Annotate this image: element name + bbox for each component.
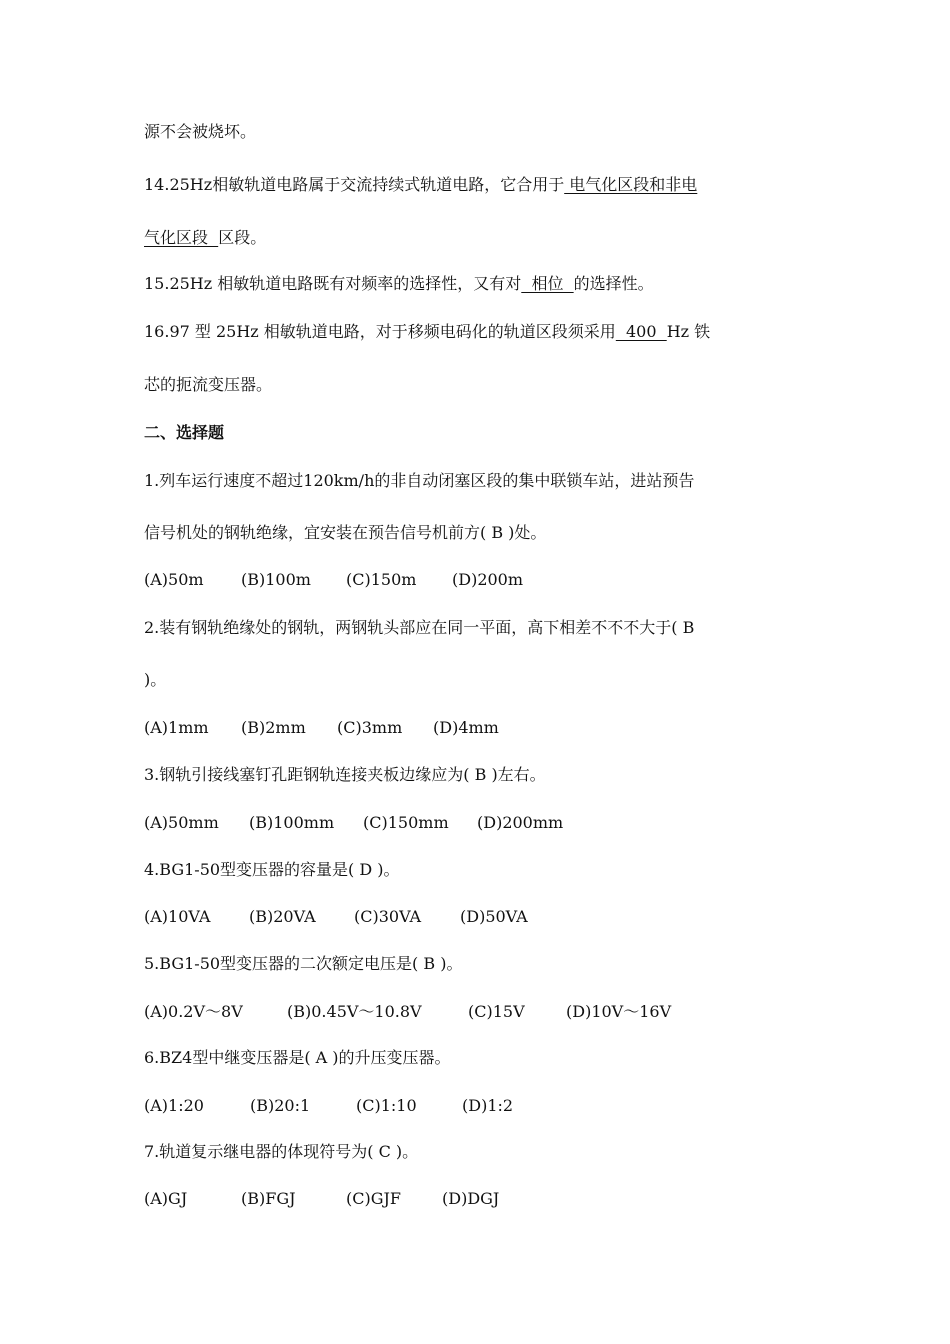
- option-a: (A)10VA: [144, 907, 211, 926]
- mc-question-6: [144, 1047, 451, 1069]
- options-row-3: [144, 812, 563, 834]
- option-d: (D)10V～16V: [566, 1002, 672, 1021]
- options-row-7: [144, 1188, 499, 1210]
- question-text: 7.轨道复示继电器的体现符号为( C )。: [144, 1142, 419, 1161]
- option-d: (D)4mm: [433, 718, 499, 737]
- question-text: 4.BG1-50型变压器的容量是( D )。: [144, 860, 400, 879]
- mc-question-5: [144, 953, 462, 975]
- text-line: [144, 121, 256, 143]
- option-b: (B)100m: [241, 570, 311, 589]
- option-a: (A)50mm: [144, 813, 219, 832]
- question-text: 15.25Hz 相敏轨道电路既有对频率的选择性，又有对: [144, 274, 522, 293]
- mc-question-1: [144, 470, 694, 492]
- question-15: [144, 273, 654, 295]
- mc-question-3: [144, 764, 546, 786]
- question-16: [144, 321, 710, 343]
- option-c: (C)30VA: [354, 907, 422, 926]
- answer-blank: 气化区段: [144, 228, 219, 247]
- question-text: 信号机处的钢轨绝缘，宜安装在预告信号机前方( B )处。: [144, 523, 547, 542]
- question-text: 的选择性。: [573, 274, 654, 293]
- options-row-4: [144, 906, 528, 928]
- question-text: 16.97 型 25Hz 相敏轨道电路，对于移频电码化的轨道区段须采用: [144, 322, 616, 341]
- option-c: (C)150m: [346, 570, 417, 589]
- question-16-cont: [144, 374, 272, 396]
- option-c: (C)15V: [468, 1002, 525, 1021]
- option-b: (B)20:1: [250, 1096, 311, 1115]
- question-14: [144, 174, 697, 196]
- question-text: )。: [144, 670, 167, 689]
- question-text: 芯的扼流变压器。: [144, 375, 273, 394]
- answer-blank: 400: [615, 322, 667, 341]
- question-text: 14.25Hz相敏轨道电路属于交流持续式轨道电路，它合用于: [144, 175, 565, 194]
- options-row-2: [144, 717, 499, 739]
- option-c: (C)3mm: [337, 718, 403, 737]
- option-c: (C)150mm: [363, 813, 449, 832]
- option-a: (A)50m: [144, 570, 204, 589]
- option-c: (C)1:10: [356, 1096, 417, 1115]
- answer-blank: 相位: [521, 274, 574, 293]
- question-text: 区段。: [218, 228, 267, 247]
- option-d: (D)50VA: [460, 907, 528, 926]
- option-d: (D)1:2: [462, 1096, 514, 1115]
- section-title: 二、选择题: [144, 423, 225, 442]
- option-a: (A)1mm: [144, 718, 209, 737]
- option-a: (A)1:20: [144, 1096, 204, 1115]
- mc-question-1-cont: [144, 522, 546, 544]
- option-d: (D)200mm: [477, 813, 564, 832]
- option-b: (B)0.45V～10.8V: [287, 1002, 422, 1021]
- answer-blank: 电气化区段和非电: [564, 175, 698, 194]
- question-text: 1.列车运行速度不超过120km/h的非自动闭塞区段的集中联锁车站，进站预告: [144, 471, 695, 490]
- options-row-6: [144, 1095, 513, 1117]
- mc-question-2: [144, 617, 694, 639]
- question-text: 3.钢轨引接线塞钉孔距钢轨连接夹板边缘应为( B )左右。: [144, 765, 546, 784]
- question-text: Hz 铁: [666, 322, 711, 341]
- option-b: (B)100mm: [249, 813, 335, 832]
- question-text: 2.装有钢轨绝缘处的钢轨，两钢轨头部应在同一平面，高下相差不不不大于( B: [144, 618, 695, 637]
- options-row-5: [144, 1001, 671, 1023]
- option-c: (C)GJF: [346, 1189, 402, 1208]
- options-row-1: [144, 569, 523, 591]
- option-d: (D)DGJ: [442, 1189, 500, 1208]
- mc-question-7: [144, 1141, 418, 1163]
- option-a: (A)GJ: [144, 1189, 188, 1208]
- section-heading: [144, 422, 224, 444]
- mc-question-4: [144, 859, 400, 881]
- option-b: (B)20VA: [249, 907, 316, 926]
- mc-question-2-cont: [144, 669, 166, 691]
- paragraph-text: 源不会被烧坏。: [144, 122, 257, 141]
- option-d: (D)200m: [452, 570, 524, 589]
- option-b: (B)2mm: [241, 718, 306, 737]
- question-text: 6.BZ4型中继变压器是( A )的升压变压器。: [144, 1048, 451, 1067]
- option-a: (A)0.2V～8V: [144, 1002, 243, 1021]
- question-text: 5.BG1-50型变压器的二次额定电压是( B )。: [144, 954, 463, 973]
- option-b: (B)FGJ: [241, 1189, 296, 1208]
- question-14-cont: [144, 227, 266, 249]
